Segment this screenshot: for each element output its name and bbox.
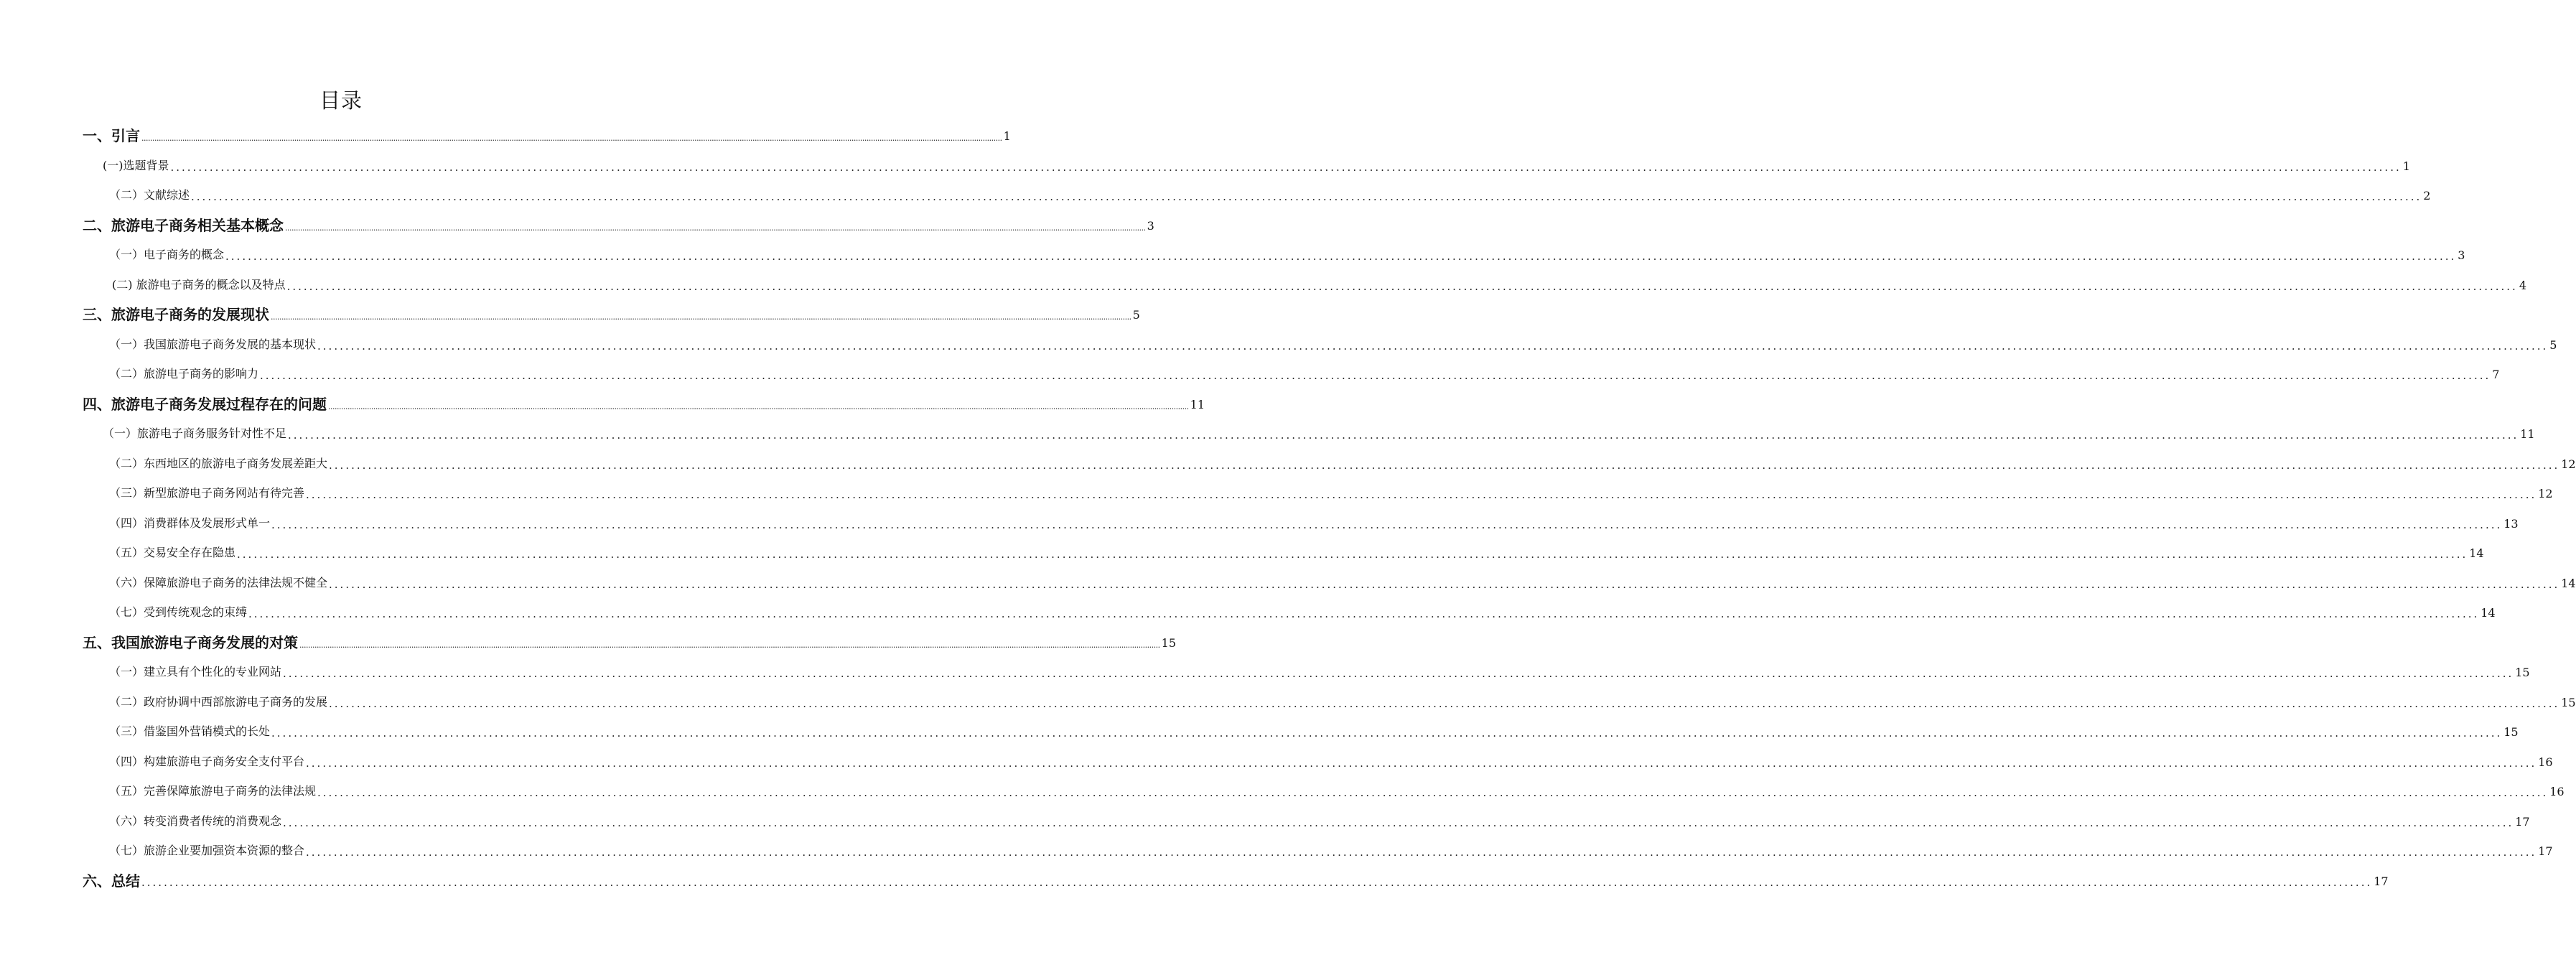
toc-dot-leader: ................................................................................................................................................................................................................................................................................................................................................................................................................ <box>299 640 1160 650</box>
toc-entry-page-number: 14 <box>2481 606 2496 620</box>
toc-entry[interactable] <box>109 241 2465 263</box>
toc-entry-label: 六、总结 <box>83 872 140 890</box>
toc-entry-page-number: 17 <box>2515 814 2530 829</box>
toc-entry[interactable] <box>109 718 2519 740</box>
toc-dot-leader: ................................................................................................................................................................................................................................................................................................................................................................................................................ <box>329 577 2560 591</box>
toc-entry-label: 三、旅游电子商务的发展现状 <box>83 306 269 323</box>
toc-entry[interactable] <box>83 629 1176 651</box>
toc-entry[interactable] <box>109 539 2484 561</box>
toc-entry[interactable] <box>109 510 2519 531</box>
toc-entry-page-number: 3 <box>2458 248 2465 262</box>
toc-dot-leader: ................................................................................................................................................................................................................................................................................................................................................................................................................ <box>285 223 1146 233</box>
toc-entry-label: (二) 旅游电子商务的概念以及特点 <box>112 277 286 292</box>
toc-entry-label: （六）转变消费者传统的消费观念 <box>109 814 282 828</box>
toc-entry[interactable] <box>112 271 2526 293</box>
toc-entry-page-number: 12 <box>2538 487 2553 500</box>
toc-dot-leader: ................................................................................................................................................................................................................................................................................................................................................................................................................ <box>317 786 2549 799</box>
toc-entry[interactable] <box>109 689 2576 710</box>
toc-dot-leader: ................................................................................................................................................................................................................................................................................................................................................................................................................ <box>328 401 1189 411</box>
toc-entry-label: （四）构建旅游电子商务安全支付平台 <box>109 754 305 768</box>
toc-entry-page-number: 11 <box>1190 397 1205 411</box>
toc-entry[interactable] <box>109 778 2565 799</box>
toc-entry-label: 四、旅游电子商务发展过程存在的问题 <box>83 395 327 413</box>
toc-entry-page-number: 4 <box>2519 278 2526 292</box>
toc-dot-leader: ................................................................................................................................................................................................................................................................................................................................................................................................................ <box>225 250 2457 263</box>
toc-entry[interactable] <box>83 212 1154 234</box>
toc-entry-label: （五）交易安全存在隐患 <box>109 546 236 559</box>
toc-entry-page-number: 11 <box>2520 427 2535 441</box>
toc-entry[interactable] <box>109 569 2576 591</box>
toc-entry[interactable] <box>109 450 2576 472</box>
toc-dot-leader: ................................................................................................................................................................................................................................................................................................................................................................................................................ <box>288 429 2519 442</box>
toc-dot-leader: ................................................................................................................................................................................................................................................................................................................................................................................................................ <box>271 727 2503 740</box>
toc-entry[interactable] <box>109 599 2496 620</box>
toc-dot-leader: ................................................................................................................................................................................................................................................................................................................................................................................................................ <box>283 816 2514 829</box>
toc-entry-page-number: 2 <box>2423 189 2431 202</box>
toc-entry-label: （四）消费群体及发展形式单一 <box>109 516 271 530</box>
toc-dot-leader: ................................................................................................................................................................................................................................................................................................................................................................................................................ <box>141 134 1002 143</box>
toc-entry-label: （三）借鉴国外营销模式的长处 <box>109 724 271 738</box>
toc-entry-page-number: 15 <box>2561 695 2576 709</box>
toc-entry-label: （二）东西地区的旅游电子商务发展差距大 <box>109 456 328 470</box>
toc-dot-leader: ................................................................................................................................................................................................................................................................................................................................................................................................................ <box>306 488 2537 501</box>
toc-entry-label: （一）建立具有个性化的专业网站 <box>109 665 282 679</box>
toc-entry[interactable] <box>83 301 1140 323</box>
toc-entry[interactable] <box>83 391 1205 413</box>
toc-entry[interactable] <box>83 867 2389 890</box>
toc-entry[interactable] <box>109 837 2553 859</box>
toc-dot-leader: ................................................................................................................................................................................................................................................................................................................................................................................................................ <box>306 756 2537 770</box>
page-title: 目录 <box>319 88 363 113</box>
toc-entry-page-number: 14 <box>2469 546 2484 560</box>
toc-entry-page-number: 12 <box>2561 457 2576 471</box>
toc-entry-label: （六）保障旅游电子商务的法律法规不健全 <box>109 575 328 589</box>
toc-entry[interactable] <box>109 360 2500 382</box>
toc-entry[interactable] <box>103 152 2410 174</box>
toc-entry-label: （五）完善保障旅游电子商务的法律法规 <box>109 784 317 798</box>
toc-entry[interactable] <box>109 182 2431 203</box>
toc-entry[interactable] <box>109 658 2530 680</box>
toc-dot-leader: ................................................................................................................................................................................................................................................................................................................................................................................................................ <box>237 548 2468 561</box>
toc-entry-label: （一）我国旅游电子商务发展的基本现状 <box>109 337 317 351</box>
toc-entry-label: （二）旅游电子商务的影响力 <box>109 367 259 381</box>
toc-dot-leader: ................................................................................................................................................................................................................................................................................................................................................................................................................ <box>329 696 2560 710</box>
toc-dot-leader: ................................................................................................................................................................................................................................................................................................................................................................................................................ <box>317 339 2549 353</box>
toc-entry-label: （二）政府协调中西部旅游电子商务的发展 <box>109 694 328 709</box>
toc-dot-leader: ................................................................................................................................................................................................................................................................................................................................................................................................................ <box>141 875 2373 889</box>
toc-entry-label: （一）旅游电子商务服务针对性不足 <box>103 426 287 440</box>
toc-entry-label: (一)选题背景 <box>103 158 169 172</box>
toc-entry-label: 一、引言 <box>83 127 140 144</box>
toc-entry[interactable] <box>109 808 2530 829</box>
toc-entry-label: （三）新型旅游电子商务网站有待完善 <box>109 486 305 500</box>
toc-entry-page-number: 17 <box>2538 844 2553 858</box>
toc-dot-leader: ................................................................................................................................................................................................................................................................................................................................................................................................................ <box>248 607 2480 620</box>
toc-dot-leader: ................................................................................................................................................................................................................................................................................................................................................................................................................ <box>170 160 2402 174</box>
toc-entry-label: （七）受到传统观念的束缚 <box>109 605 248 619</box>
toc-entry[interactable] <box>109 480 2553 501</box>
toc-entry-page-number: 1 <box>1003 129 1011 143</box>
toc-dot-leader: ................................................................................................................................................................................................................................................................................................................................................................................................................ <box>191 190 2422 203</box>
toc-entry-page-number: 15 <box>2515 666 2530 679</box>
toc-entry-label: 五、我国旅游电子商务发展的对策 <box>83 633 298 651</box>
toc-dot-leader: ................................................................................................................................................................................................................................................................................................................................................................................................................ <box>329 458 2560 472</box>
toc-entry-page-number: 15 <box>2503 725 2519 739</box>
toc-entry[interactable] <box>109 748 2553 770</box>
toc-entry-page-number: 16 <box>2549 785 2565 798</box>
toc-entry-page-number: 16 <box>2538 755 2553 769</box>
toc-entry-page-number: 5 <box>2549 337 2557 352</box>
toc-entry-label: （七）旅游企业要加强资本资源的整合 <box>109 844 305 857</box>
toc-dot-leader: ................................................................................................................................................................................................................................................................................................................................................................................................................ <box>271 518 2503 531</box>
toc-entry-label: （一）电子商务的概念 <box>109 248 225 261</box>
toc-entry-page-number: 1 <box>2402 159 2410 173</box>
toc-dot-leader: ................................................................................................................................................................................................................................................................................................................................................................................................................ <box>260 369 2491 382</box>
toc-entry-page-number: 15 <box>1161 635 1176 650</box>
toc-entry[interactable] <box>103 420 2535 442</box>
toc-entry[interactable] <box>83 122 1011 144</box>
toc-entry-page-number: 7 <box>2492 368 2500 381</box>
toc-dot-leader: ................................................................................................................................................................................................................................................................................................................................................................................................................ <box>283 667 2514 680</box>
toc-entry-page-number: 5 <box>1132 308 1140 322</box>
toc-entry-label: 二、旅游电子商务相关基本概念 <box>83 216 284 234</box>
toc-entry-page-number: 14 <box>2561 576 2576 590</box>
toc-dot-leader: ................................................................................................................................................................................................................................................................................................................................................................................................................ <box>306 846 2537 859</box>
toc-entry-page-number: 13 <box>2503 516 2519 531</box>
toc-entry-page-number: 17 <box>2374 874 2389 888</box>
toc-entry-page-number: 3 <box>1147 218 1154 233</box>
toc-entry[interactable] <box>109 331 2557 353</box>
toc-entry-label: （二）文献综述 <box>109 188 190 202</box>
toc-dot-leader: ................................................................................................................................................................................................................................................................................................................................................................................................................ <box>286 279 2518 293</box>
toc-dot-leader: ................................................................................................................................................................................................................................................................................................................................................................................................................ <box>271 312 1131 322</box>
